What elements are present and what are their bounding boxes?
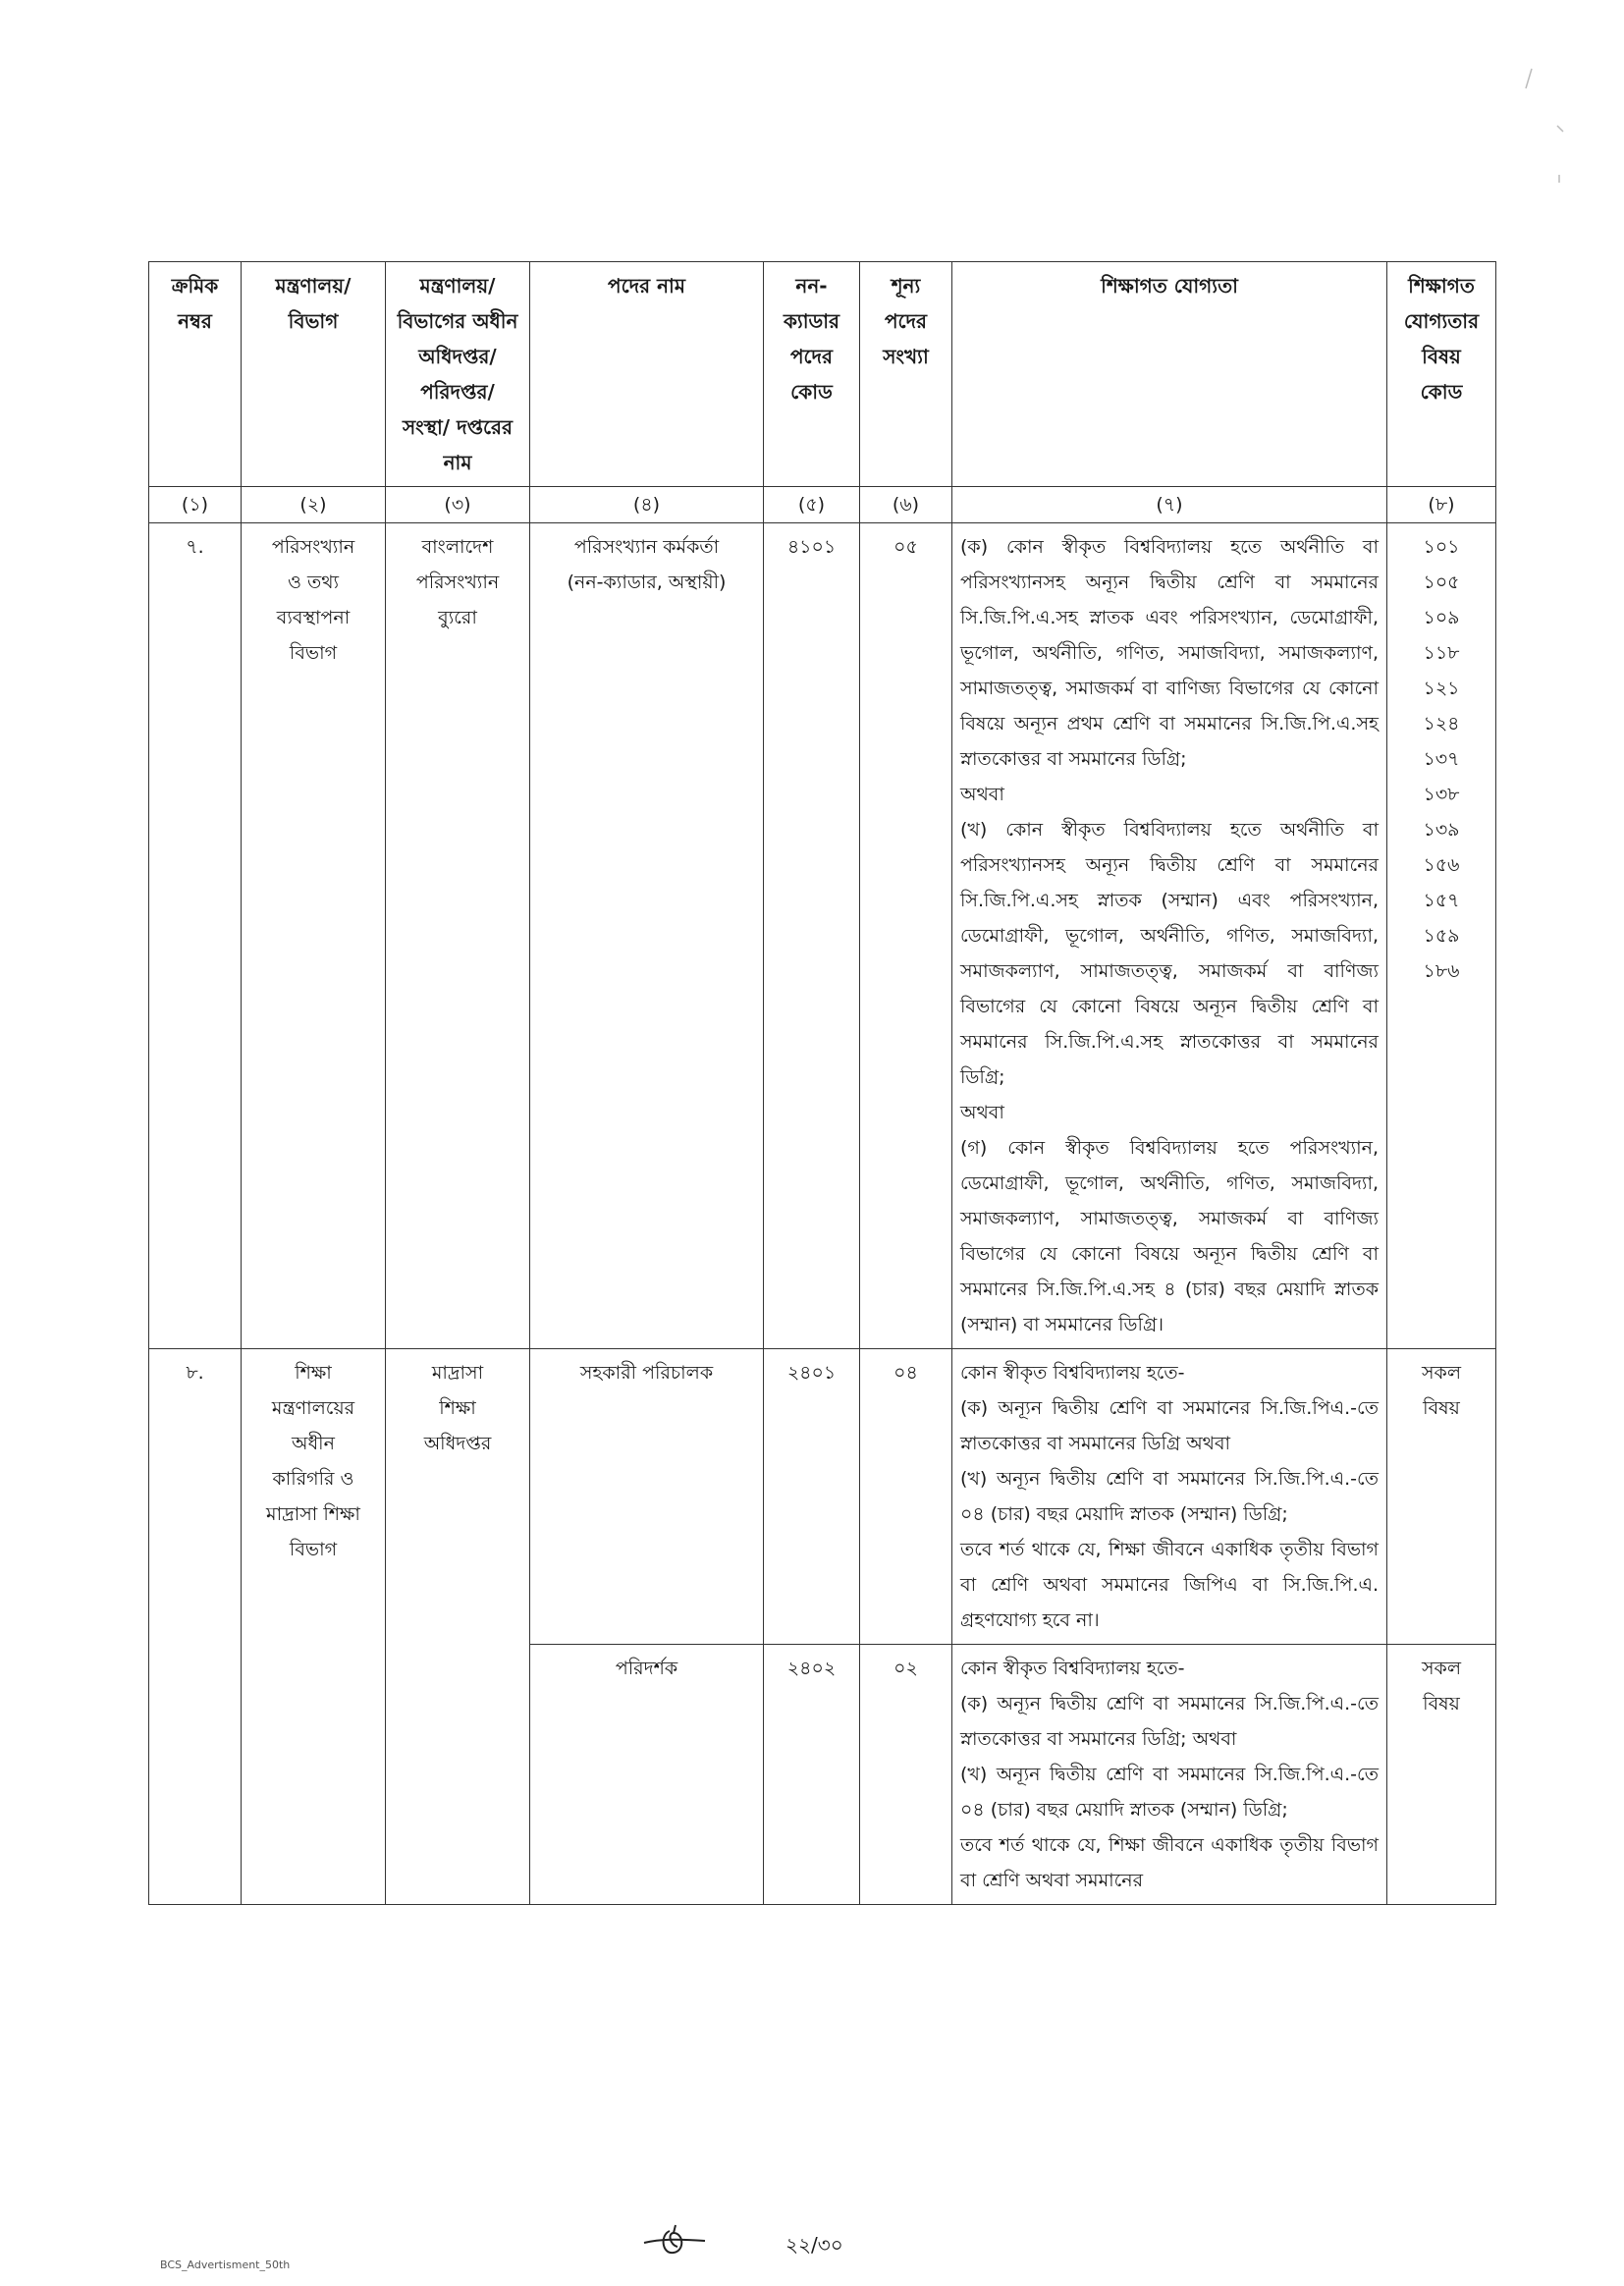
cell-line: পরিদপ্তর/ [420, 380, 495, 404]
post-code-cell: ২৪০১ [764, 1349, 860, 1645]
cell-line: ও তথ্য [287, 572, 340, 593]
cell-line: বিভাগ [288, 309, 339, 333]
cell-line: (নন-ক্যাডার, অস্থায়ী) [567, 572, 727, 593]
table-row [149, 523, 1496, 1349]
header-ministry [242, 262, 386, 487]
cell-line: (ক) অন্যূন দ্বিতীয় শ্রেণি বা সমমানের সি.জি.পিএ.-তে স্নাতকোত্তর বা সমমানের ডিগ্রি অথবা [960, 1397, 1379, 1454]
cell-line: (গ) কোন স্বীকৃত বিশ্ববিদ্যালয় হতে পরিসংখ্যান, ডেমোগ্রাফী, ভূগোল, অর্থনীতি, গণিত, সমাজবিদ্যা, সমাজকল্যাণ, সামাজতত্ত্ব, সমাজকর্ম বা বাণিজ্য বিভাগের যে কোনো বিষয়ে অন্যূন দ্বিতীয় শ্রেণি বা সমমানের সি.জি.পি.এ.সহ ৪ (চার) বছর মেয়াদি স্নাতক (সম্মান) বা সমমানের ডিগ্রি। [960, 1137, 1379, 1335]
column-number: (৭) [952, 487, 1387, 523]
cell-line: ১৩৭ [1423, 748, 1460, 770]
cell-line: কোন স্বীকৃত বিশ্ববিদ্যালয় হতে- [960, 1658, 1185, 1679]
cell-line: সংখ্যা [883, 345, 929, 368]
cell-line: পরিসংখ্যান কর্মকর্তা [573, 536, 720, 558]
header-office [386, 262, 530, 487]
cell-line: তবে শর্ত থাকে যে, শিক্ষা জীবনে একাধিক তৃতীয় বিভাগ বা শ্রেণি অথবা সমমানের [960, 1834, 1379, 1891]
cell-line: ক্রমিক [171, 274, 219, 298]
cell-line: ১০৯ [1423, 607, 1460, 628]
post-name-cell [530, 1645, 764, 1905]
cell-line: নাম [443, 451, 472, 474]
cell-line: (খ) কোন স্বীকৃত বিশ্ববিদ্যালয় হতে অর্থনীতি বা পরিসংখ্যানসহ অন্যূন দ্বিতীয় শ্রেণি বা সমমানের সি.জি.পি.এ.সহ স্নাতক (সম্মান) এবং পরিসংখ্যান, ডেমোগ্রাফী, ভূগোল, অর্থনীতি, গণিত, সমাজবিদ্যা, সমাজকল্যাণ, সামাজতত্ত্ব, সমাজকর্ম বা বাণিজ্য বিভাগের যে কোনো বিষয়ে অন্যূন দ্বিতীয় শ্রেণি বা সমমানের সি.জি.পি.এ.সহ স্নাতকোত্তর বা সমমানের ডিগ্রি; [960, 819, 1379, 1088]
header-post-code [764, 262, 860, 487]
qualification-cell [952, 1645, 1387, 1905]
vacancy-table [148, 261, 1496, 1905]
cell-line: ১৫৬ [1423, 854, 1460, 876]
cell-line: পরিসংখ্যান [415, 572, 500, 593]
qualification-cell [952, 1349, 1387, 1645]
cell-line: নম্বর [178, 309, 212, 333]
cell-line: পরিসংখ্যান [271, 536, 355, 558]
cell-line: বাংলাদেশ [421, 536, 494, 558]
post-name-cell [530, 523, 764, 1349]
cell-line: ১০১ [1423, 536, 1460, 558]
cell-line: সংস্থা/ দপ্তরের [402, 415, 514, 439]
cell-line: ব্যবস্থাপনা [276, 607, 351, 628]
cell-line: অধীন [292, 1433, 335, 1454]
cell-line: মাদ্রাসা [431, 1362, 484, 1384]
subject-code-cell [1387, 1645, 1496, 1905]
cell-line: সহকারী পরিচালক [579, 1362, 714, 1384]
cell-line: বিভাগের অধীন [397, 309, 518, 333]
vacancy-cell: ০৫ [860, 523, 952, 1349]
column-number-row [149, 487, 1496, 523]
cell-line: ১৩৯ [1423, 819, 1460, 841]
column-number: (৩) [386, 487, 530, 523]
cell-line: অধিদপ্তর [423, 1433, 492, 1454]
cell-line: (খ) অন্যূন দ্বিতীয় শ্রেণি বা সমমানের সি.জি.পি.এ.-তে ০৪ (চার) বছর মেয়াদি স্নাতক (সম্মান) ডিগ্রি; [960, 1764, 1379, 1821]
ministry-cell [242, 523, 386, 1349]
cell-line: ১০৫ [1423, 572, 1460, 593]
cell-line: অধিদপ্তর/ [418, 345, 497, 368]
cell-line: মন্ত্রণালয়ের [271, 1397, 355, 1419]
column-number: (১) [149, 487, 242, 523]
cell-line: ১৮৬ [1423, 960, 1460, 982]
cell-line: কোড [1420, 380, 1463, 404]
file-name-label: BCS_Advertisment_50th [160, 2259, 291, 2271]
cell-line: বিষয় [1423, 1693, 1460, 1714]
cell-line: ব্যুরো [438, 607, 477, 628]
table-row [149, 1349, 1496, 1645]
cell-line: কোন স্বীকৃত বিশ্ববিদ্যালয় হতে- [960, 1362, 1185, 1384]
cell-line: কোড [790, 380, 833, 404]
cell-line: সকল [1421, 1362, 1461, 1384]
cell-line: ১২১ [1423, 678, 1460, 699]
header-row [149, 262, 1496, 487]
cell-line: শূন্য [891, 274, 921, 298]
page-number: ২২/৩০ [785, 2233, 843, 2257]
office-cell [386, 1349, 530, 1905]
cell-line: সকল [1421, 1658, 1461, 1679]
subject-code-cell [1387, 523, 1496, 1349]
cell-line: ১৫৭ [1423, 890, 1460, 911]
cell-line: (খ) অন্যূন দ্বিতীয় শ্রেণি বা সমমানের সি.জি.পি.এ.-তে ০৪ (চার) বছর মেয়াদি স্নাতক (সম্মান) ডিগ্রি; [960, 1468, 1379, 1525]
cell-line: মাদ্রাসা শিক্ষা [266, 1503, 360, 1525]
cell-line: মন্ত্রণালয়/ [275, 274, 352, 298]
cell-line: ১৫৯ [1423, 925, 1460, 947]
qualification-cell [952, 523, 1387, 1349]
column-number: (২) [242, 487, 386, 523]
cell-line: শিক্ষা [295, 1362, 332, 1384]
cell-line: নন- [795, 274, 828, 298]
header-vacancy [860, 262, 952, 487]
cell-line: পরিদর্শক [615, 1658, 678, 1679]
ministry-cell [242, 1349, 386, 1905]
column-number: (৪) [530, 487, 764, 523]
cell-line: ১২৪ [1423, 713, 1460, 735]
cell-line: বিভাগ [289, 642, 338, 664]
cell-line: পদের নাম [608, 274, 685, 298]
cell-line: পদের [789, 345, 834, 368]
serial-cell: ৭. [149, 523, 242, 1349]
cell-line: তবে শর্ত থাকে যে, শিক্ষা জীবনে একাধিক তৃতীয় বিভাগ বা শ্রেণি অথবা সমমানের জিপিএ বা সি.জি.পি.এ. গ্রহণযোগ্য হবে না। [960, 1539, 1379, 1631]
vacancy-cell: ০২ [860, 1645, 952, 1905]
serial-cell: ৮. [149, 1349, 242, 1905]
cell-line: পদের [884, 309, 928, 333]
cell-line: (ক) কোন স্বীকৃত বিশ্ববিদ্যালয় হতে অর্থনীতি বা পরিসংখ্যানসহ অন্যূন দ্বিতীয় শ্রেণি বা সমমানের সি.জি.পি.এ.সহ স্নাতক এবং পরিসংখ্যান, ডেমোগ্রাফী, ভূগোল, অর্থনীতি, গণিত, সমাজবিদ্যা, সমাজকল্যাণ, সামাজতত্ত্ব, সমাজকর্ম বা বাণিজ্য বিভাগের যে কোনো বিষয়ে অন্যূন প্রথম শ্রেণি বা সমমানের সি.জি.পি.এ.সহ স্নাতকোত্তর বা সমমানের ডিগ্রি; [960, 536, 1380, 770]
scan-artifact [1512, 39, 1591, 196]
header-post-name [530, 262, 764, 487]
post-code-cell: ২৪০২ [764, 1645, 860, 1905]
vacancy-cell: ০৪ [860, 1349, 952, 1645]
cell-line: বিভাগ [289, 1539, 338, 1560]
cell-line: ক্যাডার [783, 309, 840, 333]
post-name-cell [530, 1349, 764, 1645]
column-number: (৮) [1387, 487, 1496, 523]
cell-line: শিক্ষাগত [1408, 274, 1475, 298]
cell-line: বিষয় [1423, 1397, 1460, 1419]
cell-line: মন্ত্রণালয়/ [419, 274, 496, 298]
header-qualification [952, 262, 1387, 487]
cell-line: ১৩৮ [1423, 784, 1460, 805]
cell-line: শিক্ষা [439, 1397, 476, 1419]
column-number: (৬) [860, 487, 952, 523]
handwritten-signature [640, 2221, 709, 2260]
cell-line: শিক্ষাগত যোগ্যতা [1101, 274, 1238, 298]
cell-line: কারিগরি ও [272, 1468, 354, 1490]
cell-line: অথবা [960, 1102, 1004, 1123]
header-serial [149, 262, 242, 487]
office-cell [386, 523, 530, 1349]
cell-line: যোগ্যতার [1403, 309, 1480, 333]
cell-line: অথবা [960, 784, 1004, 805]
header-subject-code [1387, 262, 1496, 487]
cell-line: বিষয় [1422, 345, 1461, 368]
post-code-cell: ৪১০১ [764, 523, 860, 1349]
cell-line: (ক) অন্যূন দ্বিতীয় শ্রেণি বা সমমানের সি.জি.পি.এ.-তে স্নাতকোত্তর বা সমমানের ডিগ্রি; অথবা [960, 1693, 1379, 1750]
cell-line: ১১৮ [1423, 642, 1460, 664]
subject-code-cell [1387, 1349, 1496, 1645]
column-number: (৫) [764, 487, 860, 523]
